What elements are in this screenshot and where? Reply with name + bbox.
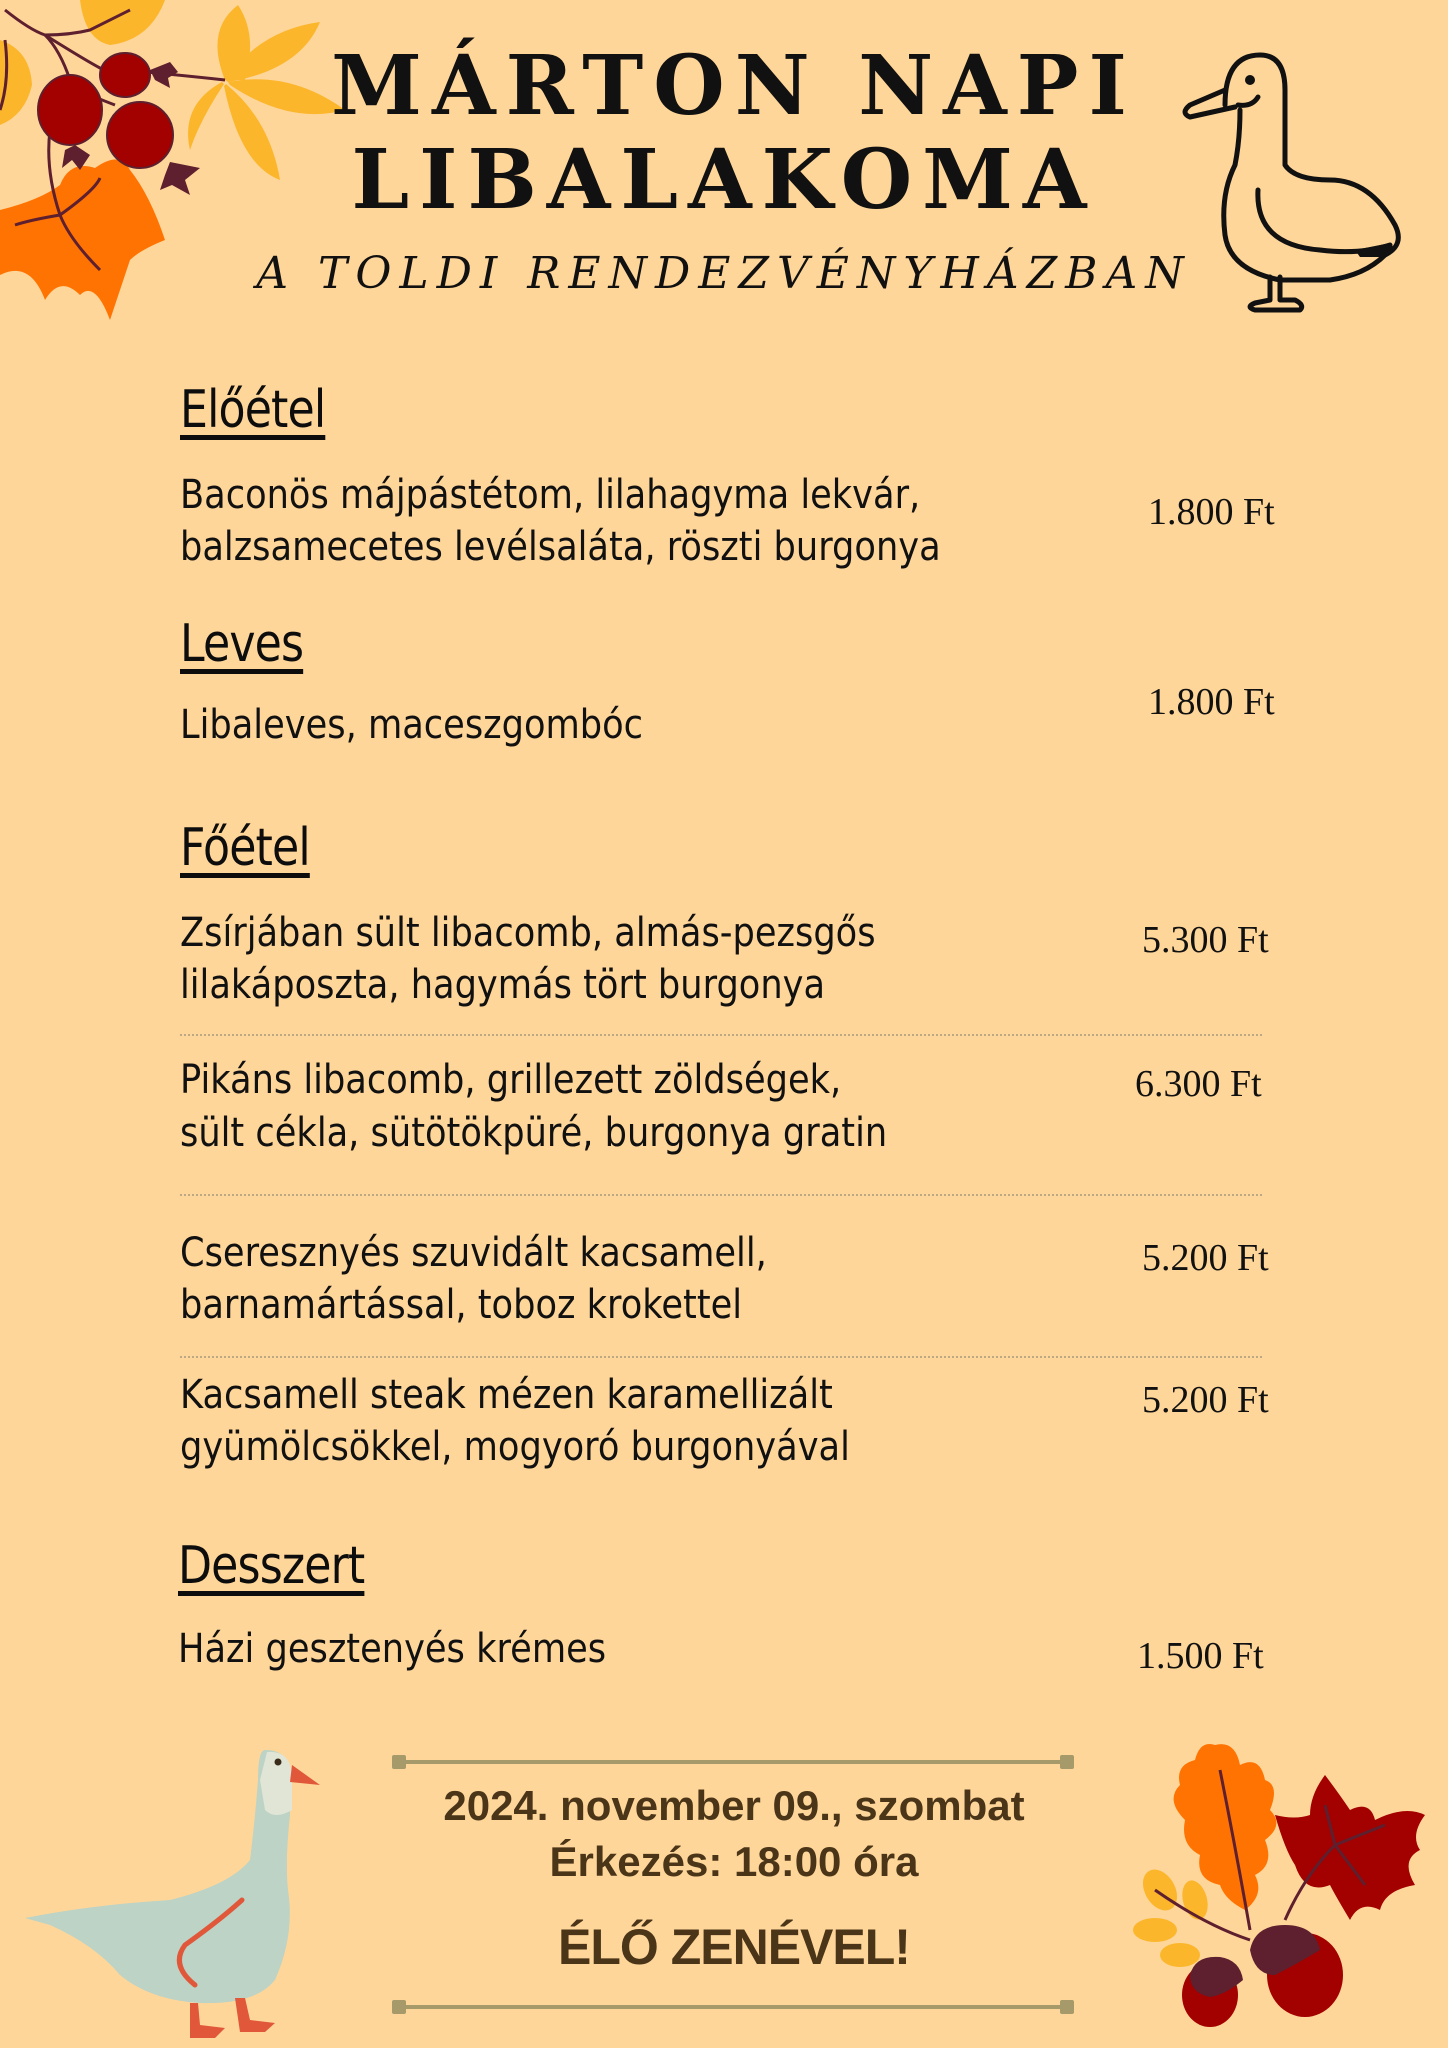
event-date: 2024. november 09., szombat — [443, 1782, 1025, 1829]
item-price: 5.200 Ft — [1142, 1237, 1269, 1279]
item-description-line: Kacsamell steak mézen karamellizált — [180, 1372, 833, 1418]
title-line-2: LIBALAKOMA — [351, 132, 1097, 228]
item-price: 1.500 Ft — [1137, 1635, 1264, 1677]
item-description-line: barnamártással, toboz krokettel — [180, 1282, 743, 1328]
item-price: 5.300 Ft — [1142, 919, 1269, 961]
section-heading-leves: Leves — [180, 614, 304, 674]
decorative-bar-top — [392, 1755, 1074, 1769]
event-live-music: ÉLŐ ZENÉVEL! — [558, 1919, 910, 1975]
dotted-divider — [180, 1034, 1262, 1036]
item-description-line: Cseresznyés szuvidált kacsamell, — [180, 1230, 767, 1276]
section-heading-desszert: Desszert — [178, 1536, 365, 1596]
subtitle: A TOLDI RENDEZVÉNYHÁZBAN — [256, 248, 1192, 299]
dotted-divider — [180, 1194, 1262, 1196]
item-description-line: Házi gesztenyés krémes — [178, 1626, 607, 1672]
item-description-line: balzsamecetes levélsaláta, röszti burgonya — [180, 524, 941, 570]
item-description-line: Baconös májpástétom, lilahagyma lekvár, — [180, 472, 921, 518]
item-description-line: gyümölcsökkel, mogyoró burgonyával — [180, 1424, 850, 1470]
item-price: 1.800 Ft — [1148, 681, 1275, 723]
section-heading-foetel: Főétel — [180, 818, 310, 878]
item-description-line: Zsírjában sült libacomb, almás-pezsgős — [180, 910, 876, 956]
item-description-line: sült cékla, sütötökpüré, burgonya gratin — [180, 1110, 888, 1156]
decorative-bar-bottom — [392, 2000, 1074, 2014]
item-price: 1.800 Ft — [1148, 491, 1275, 533]
item-price: 6.300 Ft — [1135, 1063, 1262, 1105]
title-line-1: MÁRTON NAPI — [331, 38, 1137, 134]
item-description-line: Pikáns libacomb, grillezett zöldségek, — [180, 1057, 842, 1103]
section-heading-eloetel: Előétel — [180, 380, 326, 440]
item-price: 5.200 Ft — [1142, 1379, 1269, 1421]
dotted-divider — [180, 1356, 1262, 1358]
item-description-line: lilakáposzta, hagymás tört burgonya — [180, 962, 826, 1008]
event-arrival-time: Érkezés: 18:00 óra — [549, 1838, 919, 1885]
item-description-line: Libaleves, maceszgombóc — [180, 702, 644, 748]
